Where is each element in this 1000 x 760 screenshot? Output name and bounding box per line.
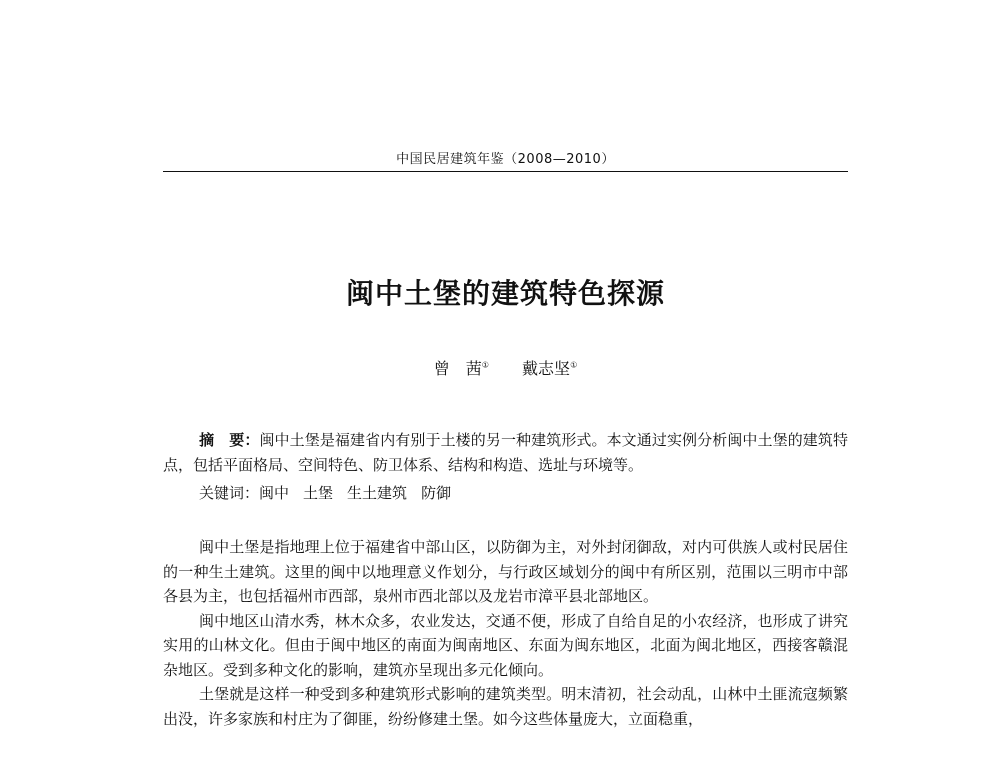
- body-text: [163, 535, 848, 731]
- article-title: 闽中土堡的建筑特色探源: [345, 277, 665, 310]
- author-1-footnote-mark: ①: [481, 360, 489, 370]
- abstract-label: 摘 要：: [199, 431, 260, 449]
- running-header: 中国民居建筑年鉴（2008—2010）: [396, 152, 615, 167]
- keyword: 生土建筑: [347, 484, 408, 502]
- body-paragraph: 闽中地区山清水秀，林木众多，农业发达，交通不便，形成了自给自足的小农经济，也形成了讲究实用的山林文化。但由于闽中地区的南面为闽南地区、东面为闽东地区，北面为闽北地区，西接客赣混杂地区。受到多种文化的影响，建筑亦呈现出多元化倾向。: [163, 611, 848, 679]
- author-1: [434, 356, 489, 379]
- abstract-text: 闽中土堡是福建省内有别于土楼的另一种建筑形式。本文通过实例分析闽中土堡的建筑特点，包括平面格局、空间特色、防卫体系、结构和构造、选址与环境等。: [163, 431, 848, 474]
- author-2: [522, 356, 577, 379]
- keyword: 闽中: [259, 484, 290, 502]
- author-line: [163, 356, 848, 379]
- author-2-footnote-mark: ①: [570, 360, 578, 370]
- keyword: 土堡: [303, 484, 334, 502]
- body-paragraph: 土堡就是这样一种受到多种建筑形式影响的建筑类型。明末清初，社会动乱，山林中土匪流寇频繁出没，许多家族和村庄为了御匪，纷纷修建土堡。如今这些体量庞大，立面稳重，: [163, 685, 848, 728]
- keyword: 防御: [421, 484, 452, 502]
- keywords-label: 关键词：: [199, 484, 260, 502]
- body-paragraph: 闽中土堡是指地理上位于福建省中部山区，以防御为主，对外封闭御敌，对内可供族人或村民居住的一种生土建筑。这里的闽中以地理意义作划分，与行政区域划分的闽中有所区别，范围以三明市中部各县为主，也包括福州市西部，泉州市西北部以及龙岩市漳平县北部地区。: [163, 538, 848, 605]
- abstract: [163, 428, 848, 478]
- keywords: [199, 481, 849, 506]
- author-2-name: 戴志坚: [522, 359, 571, 378]
- author-1-name: 曾 茜: [433, 359, 482, 378]
- header-rule: [163, 171, 848, 172]
